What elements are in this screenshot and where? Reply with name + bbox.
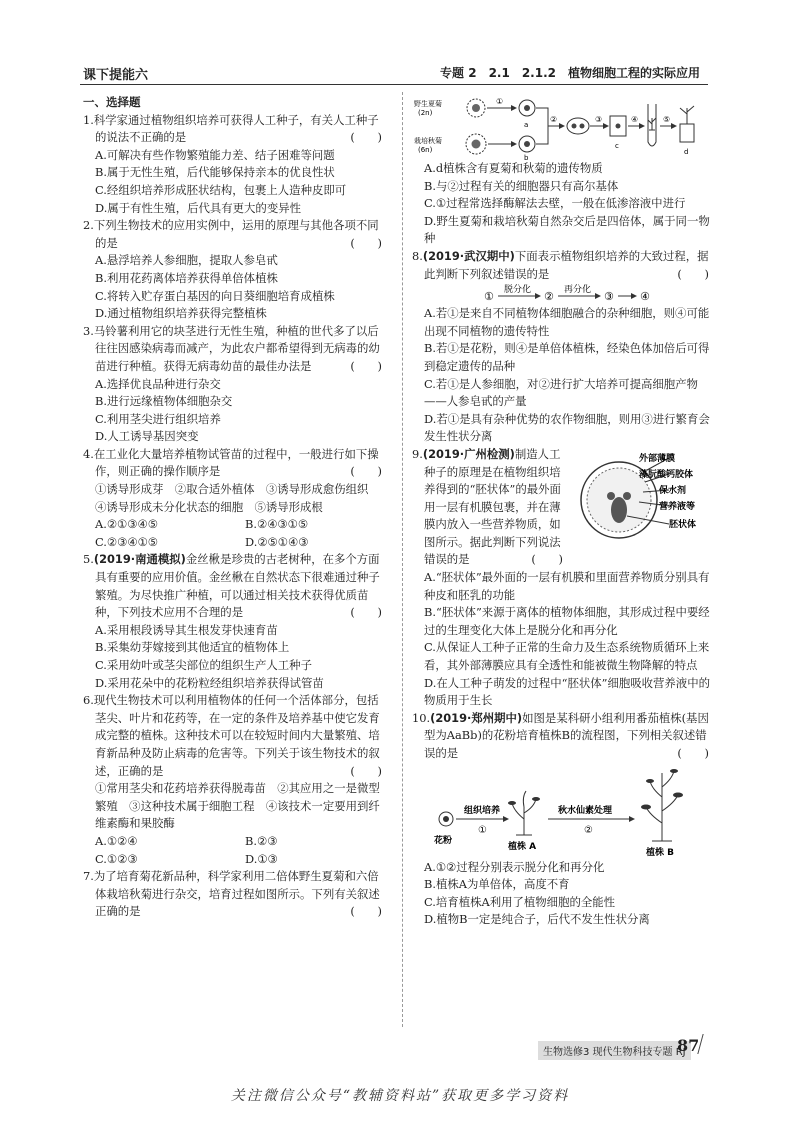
question-stem: 6.现代生物技术可以利用植物体的任何一个活体部分，包括茎尖、叶片和花药等，在一定的条件及培养基中使它发育成完整的植株。这种技术可以在较短时间内大量繁殖、培育新品种及防止病毒的危害等。下列关于该生物技术的叙述，正确的是 ( ) bbox=[83, 692, 390, 780]
option-c: C.若①是人参细胞，对②进行扩大培养可提高细胞产物——人参皂甙的产量 bbox=[424, 376, 698, 409]
section-title: 一、选择题 bbox=[83, 95, 141, 109]
option-d: D.②⑤①④③ bbox=[245, 534, 309, 549]
question-stem: 3.马铃薯利用它的块茎进行无性生殖，种植的世代多了以后往往因感染病毒而减产，为此农户都希望得到无病毒的幼苗进行种植。获得无病毒幼苗的最佳办法是 ( ) bbox=[83, 323, 390, 376]
option-b: B.“胚状体”来源于离体的植物体细胞，其形成过程中要经过的生理变化大体上是脱分化和再分化 bbox=[424, 605, 710, 637]
option-d: D.人工诱导基因突变 bbox=[95, 429, 199, 444]
option-row bbox=[83, 851, 390, 869]
label-plant-a: 植株 A bbox=[508, 841, 537, 852]
fused-cell bbox=[567, 118, 589, 134]
label-embryoid: 胚状体 bbox=[669, 519, 697, 530]
option-row bbox=[83, 534, 390, 552]
label-water-retainer: 保水剂 bbox=[659, 485, 687, 496]
label-b: b bbox=[524, 154, 529, 160]
question-1 bbox=[83, 112, 390, 218]
artificial-seed-diagram bbox=[577, 450, 717, 550]
option-b: B.植株A为单倍体，高度不育 bbox=[424, 877, 570, 892]
question-9 bbox=[412, 446, 717, 710]
answer-paren: ( ) bbox=[350, 358, 382, 373]
option-d: D.在人工种子萌发的过程中“胚状体”细胞吸收营养液中的物质用于生长 bbox=[424, 675, 710, 708]
option-c: C.培育植株A利用了植物细胞的全能性 bbox=[424, 894, 616, 909]
question-3 bbox=[83, 323, 390, 446]
question-source: (2019·广州检测) bbox=[422, 446, 515, 461]
flow-node-2: ② bbox=[544, 290, 554, 304]
label-outer-membrane: 外部薄膜 bbox=[639, 453, 676, 464]
option-b: B.属于无性生殖，后代能够保持亲本的优良性状 bbox=[95, 165, 335, 180]
question-items: ①诱导形成芽 ②取合适外植体 ③诱导形成愈伤组织 ④诱导形成未分化状态的细胞 ⑤诱导形成根 bbox=[95, 482, 380, 514]
culture-tube-icon bbox=[648, 104, 656, 146]
question-2 bbox=[83, 217, 390, 323]
label-step2: 秋水仙素处理 bbox=[558, 805, 613, 816]
option-d: D.若①是具有杂种优势的农作物细胞，则用③进行繁育会发生性状分离 bbox=[424, 411, 710, 444]
option-c: C.将转入贮存蛋白基因的向日葵细胞培育成植株 bbox=[95, 288, 335, 303]
wild-flower-icon bbox=[467, 99, 485, 117]
pollen-icon bbox=[439, 812, 453, 826]
question-5 bbox=[83, 551, 390, 692]
protoplast-b bbox=[519, 136, 535, 152]
label-step1: 组织培养 bbox=[464, 805, 501, 816]
option-c: C.采用幼叶或茎尖部位的组织生产人工种子 bbox=[95, 658, 312, 672]
option-d: D.野生夏菊和栽培秋菊自然杂交后是四倍体，属于同一物种 bbox=[424, 213, 710, 246]
answer-paren: ( ) bbox=[677, 746, 709, 760]
label-pollen: 花粉 bbox=[434, 835, 453, 846]
cult-flower-icon bbox=[466, 134, 486, 154]
right-column bbox=[412, 94, 717, 929]
hybrid-cell-c bbox=[610, 116, 626, 136]
label-c: c bbox=[615, 142, 619, 150]
option-b: B.利用花药离体培养获得单倍体植株 bbox=[95, 270, 278, 285]
option-b: B.②④③①⑤ bbox=[245, 517, 309, 532]
left-column bbox=[83, 94, 390, 921]
tissue-culture-flow bbox=[412, 283, 717, 305]
column-divider bbox=[402, 92, 403, 1027]
label-d: d bbox=[684, 148, 689, 156]
question-stem: 9.(2019·广州检测)制造人工种子的原理是在植物组织培养得到的“胚状体”的最外面用一层有机膜包裹，并在薄膜内放入一些营养物质，如图所示。据此判断下列说法错误的是 ( ) bbox=[412, 446, 717, 569]
option-b: B.采集幼芽嫁接到其他适宜的植物体上 bbox=[95, 640, 290, 655]
option-d: D.采用花朵中的花粉粒经组织培养获得试管苗 bbox=[95, 675, 324, 690]
step-1-label: ① bbox=[496, 97, 504, 106]
wild-ploidy: (2n) bbox=[418, 109, 433, 117]
step-2-label: ② bbox=[550, 115, 558, 124]
question-stem: 1.科学家通过植物组织培养可获得人工种子，有关人工种子的说法不正确的是 ( ) bbox=[83, 112, 390, 147]
label-nutrient: 营养液等 bbox=[659, 501, 696, 512]
plant-b-icon bbox=[641, 769, 683, 841]
option-a: A.可解决有些作物繁殖能力差、结子困难等问题 bbox=[95, 147, 335, 162]
flow-label-1: 脱分化 bbox=[504, 285, 532, 296]
flow-node-3: ③ bbox=[604, 290, 614, 304]
question-source: (2019·南通模拟) bbox=[93, 552, 186, 567]
option-b: B.若①是花粉，则④是单倍体植株，经染色体加倍后可得到稳定遗传的品种 bbox=[424, 341, 710, 373]
option-a: A.悬浮培养人参细胞，提取人参皂甙 bbox=[95, 253, 278, 268]
option-row bbox=[83, 833, 390, 851]
option-d: D.植物B一定是纯合子，后代不发生性状分离 bbox=[424, 912, 650, 927]
option-c: C.从保证人工种子正常的生命力及生态系统物质循环上来看，其外部薄膜应具有全透性和能被微生物降解的特点 bbox=[424, 640, 710, 673]
option-b: B.与②过程有关的细胞器只有高尔基体 bbox=[424, 178, 619, 193]
option-c: C.②③④①⑤ bbox=[95, 534, 158, 549]
question-stem: 4.在工业化大量培养植物试管苗的过程中，一般进行如下操作，则正确的操作顺序是 ( ) bbox=[83, 446, 390, 481]
protoplast-a bbox=[519, 100, 535, 116]
question-stem: 10.(2019·郑州期中)如图是某科研小组利用番茄植株(基因型为AaBb)的花粉培育植株B的流程图，下列相关叙述错误的是 ( ) bbox=[412, 710, 717, 763]
label-calcium-alginate: 藻朊酸钙胶体 bbox=[639, 469, 694, 480]
question-source: (2019·武汉期中) bbox=[422, 248, 515, 263]
chrysanthemum-hybrid-diagram bbox=[412, 94, 717, 160]
answer-paren: ( ) bbox=[531, 552, 563, 567]
label-a: a bbox=[524, 121, 529, 129]
step-4-label: ④ bbox=[631, 115, 639, 124]
option-c: C.利用茎尖进行组织培养 bbox=[95, 411, 221, 426]
q9-stem-wrap bbox=[412, 446, 717, 569]
answer-paren: ( ) bbox=[677, 266, 709, 281]
cult-label: 栽培秋菊 bbox=[414, 137, 442, 145]
answer-paren: ( ) bbox=[350, 235, 382, 250]
question-items: ①常用茎尖和花药培养获得脱毒苗 ②其应用之一是微型繁殖 ③这种技术属于细胞工程 ④该技术一定要用到纤维素酶和果胶酶 bbox=[95, 781, 380, 831]
option-b: B.进行远缘植物体细胞杂交 bbox=[95, 394, 233, 409]
answer-paren: ( ) bbox=[350, 904, 382, 919]
question-7 bbox=[83, 868, 390, 921]
option-c: C.①②③ bbox=[95, 851, 138, 866]
option-c: C.经组织培养形成胚状结构，包裹上人造种皮即可 bbox=[95, 182, 347, 197]
option-a: A.d植株含有夏菊和秋菊的遗传物质 bbox=[424, 161, 603, 175]
question-stem: 2.下列生物技术的应用实例中，运用的原理与其他各项不同的是 ( ) bbox=[83, 217, 390, 252]
option-d: D.属于有性生殖，后代具有更大的变异性 bbox=[95, 200, 301, 215]
option-row bbox=[83, 516, 390, 534]
question-6 bbox=[83, 692, 390, 868]
answer-paren: ( ) bbox=[350, 130, 382, 145]
question-stem: 5.(2019·南通模拟)金丝楸是珍贵的古老树种，在多个方面具有重要的应用价值。金丝楸在自然状态下很难通过种子繁殖。为尽快推广种植，可以通过相关技术获得优质苗种，下列技术应用不合理的是 ( ) bbox=[83, 551, 390, 621]
book-title-badge: 生物选修3 现代生物科技专题 RJ bbox=[538, 1041, 691, 1060]
question-source: (2019·郑州期中) bbox=[430, 710, 523, 725]
option-a: A.选择优良品种进行杂交 bbox=[95, 376, 221, 391]
option-a: A.①②④ bbox=[95, 833, 138, 848]
question-stem: 7.为了培育菊花新品种，科学家利用二倍体野生夏菊和六倍体栽培秋菊进行杂交，培育过程如图所示。下列有关叙述正确的是 ( ) bbox=[83, 868, 390, 921]
flow-node-4: ④ bbox=[640, 290, 650, 304]
hybrid-plant-d bbox=[680, 106, 694, 142]
question-4 bbox=[83, 446, 390, 552]
question-7-options bbox=[412, 160, 717, 248]
option-a: A.②①③④⑤ bbox=[95, 517, 158, 532]
question-10 bbox=[412, 710, 717, 929]
page-header-right: 专题 2 2.1 2.1.2 植物细胞工程的实际应用 bbox=[440, 66, 700, 80]
step-3-label: ③ bbox=[595, 115, 603, 124]
answer-paren: ( ) bbox=[350, 605, 382, 620]
option-a: A.采用根段诱导其生根发芽快速育苗 bbox=[95, 622, 278, 637]
answer-paren: ( ) bbox=[350, 763, 382, 778]
label-n1: ① bbox=[478, 824, 487, 836]
label-plant-b: 植株 B bbox=[646, 847, 674, 858]
cult-ploidy: (6n) bbox=[418, 146, 433, 154]
label-n2: ② bbox=[584, 824, 593, 836]
question-8 bbox=[412, 248, 717, 446]
answer-paren: ( ) bbox=[350, 464, 382, 479]
page-number: 87 bbox=[677, 1036, 700, 1055]
flow-node-1: ① bbox=[484, 290, 494, 304]
step-5-label: ⑤ bbox=[663, 115, 671, 124]
page-header-left: 课下提能六 bbox=[83, 68, 149, 83]
question-stem: 8.(2019·武汉期中)下面表示植物组织培养的大致过程，据此判断下列叙述错误的是 ( ) bbox=[412, 248, 717, 283]
option-a: A.“胚状体”最外面的一层有机膜和里面营养物质分别具有种皮和胚乳的功能 bbox=[424, 570, 710, 602]
option-b: B.②③ bbox=[245, 833, 278, 848]
option-d: D.①③ bbox=[245, 851, 278, 866]
wild-label: 野生夏菊 bbox=[414, 100, 442, 108]
plant-a-icon bbox=[508, 791, 540, 835]
header-rule bbox=[80, 84, 708, 85]
option-a: A.若①是来自不同植物体细胞融合的杂种细胞，则④可能出现不同植物的遗传特性 bbox=[424, 306, 710, 338]
pollen-culture-flow bbox=[412, 763, 717, 859]
option-d: D.通过植物组织培养获得完整植株 bbox=[95, 306, 267, 321]
promo-text: 关注微信公众号“教辅资料站”获取更多学习资料 bbox=[230, 1088, 570, 1104]
option-c: C.①过程常选择酶解法去壁，一般在低渗溶液中进行 bbox=[424, 196, 686, 211]
flow-label-2: 再分化 bbox=[564, 285, 592, 296]
option-a: A.①②过程分别表示脱分化和再分化 bbox=[424, 859, 605, 874]
